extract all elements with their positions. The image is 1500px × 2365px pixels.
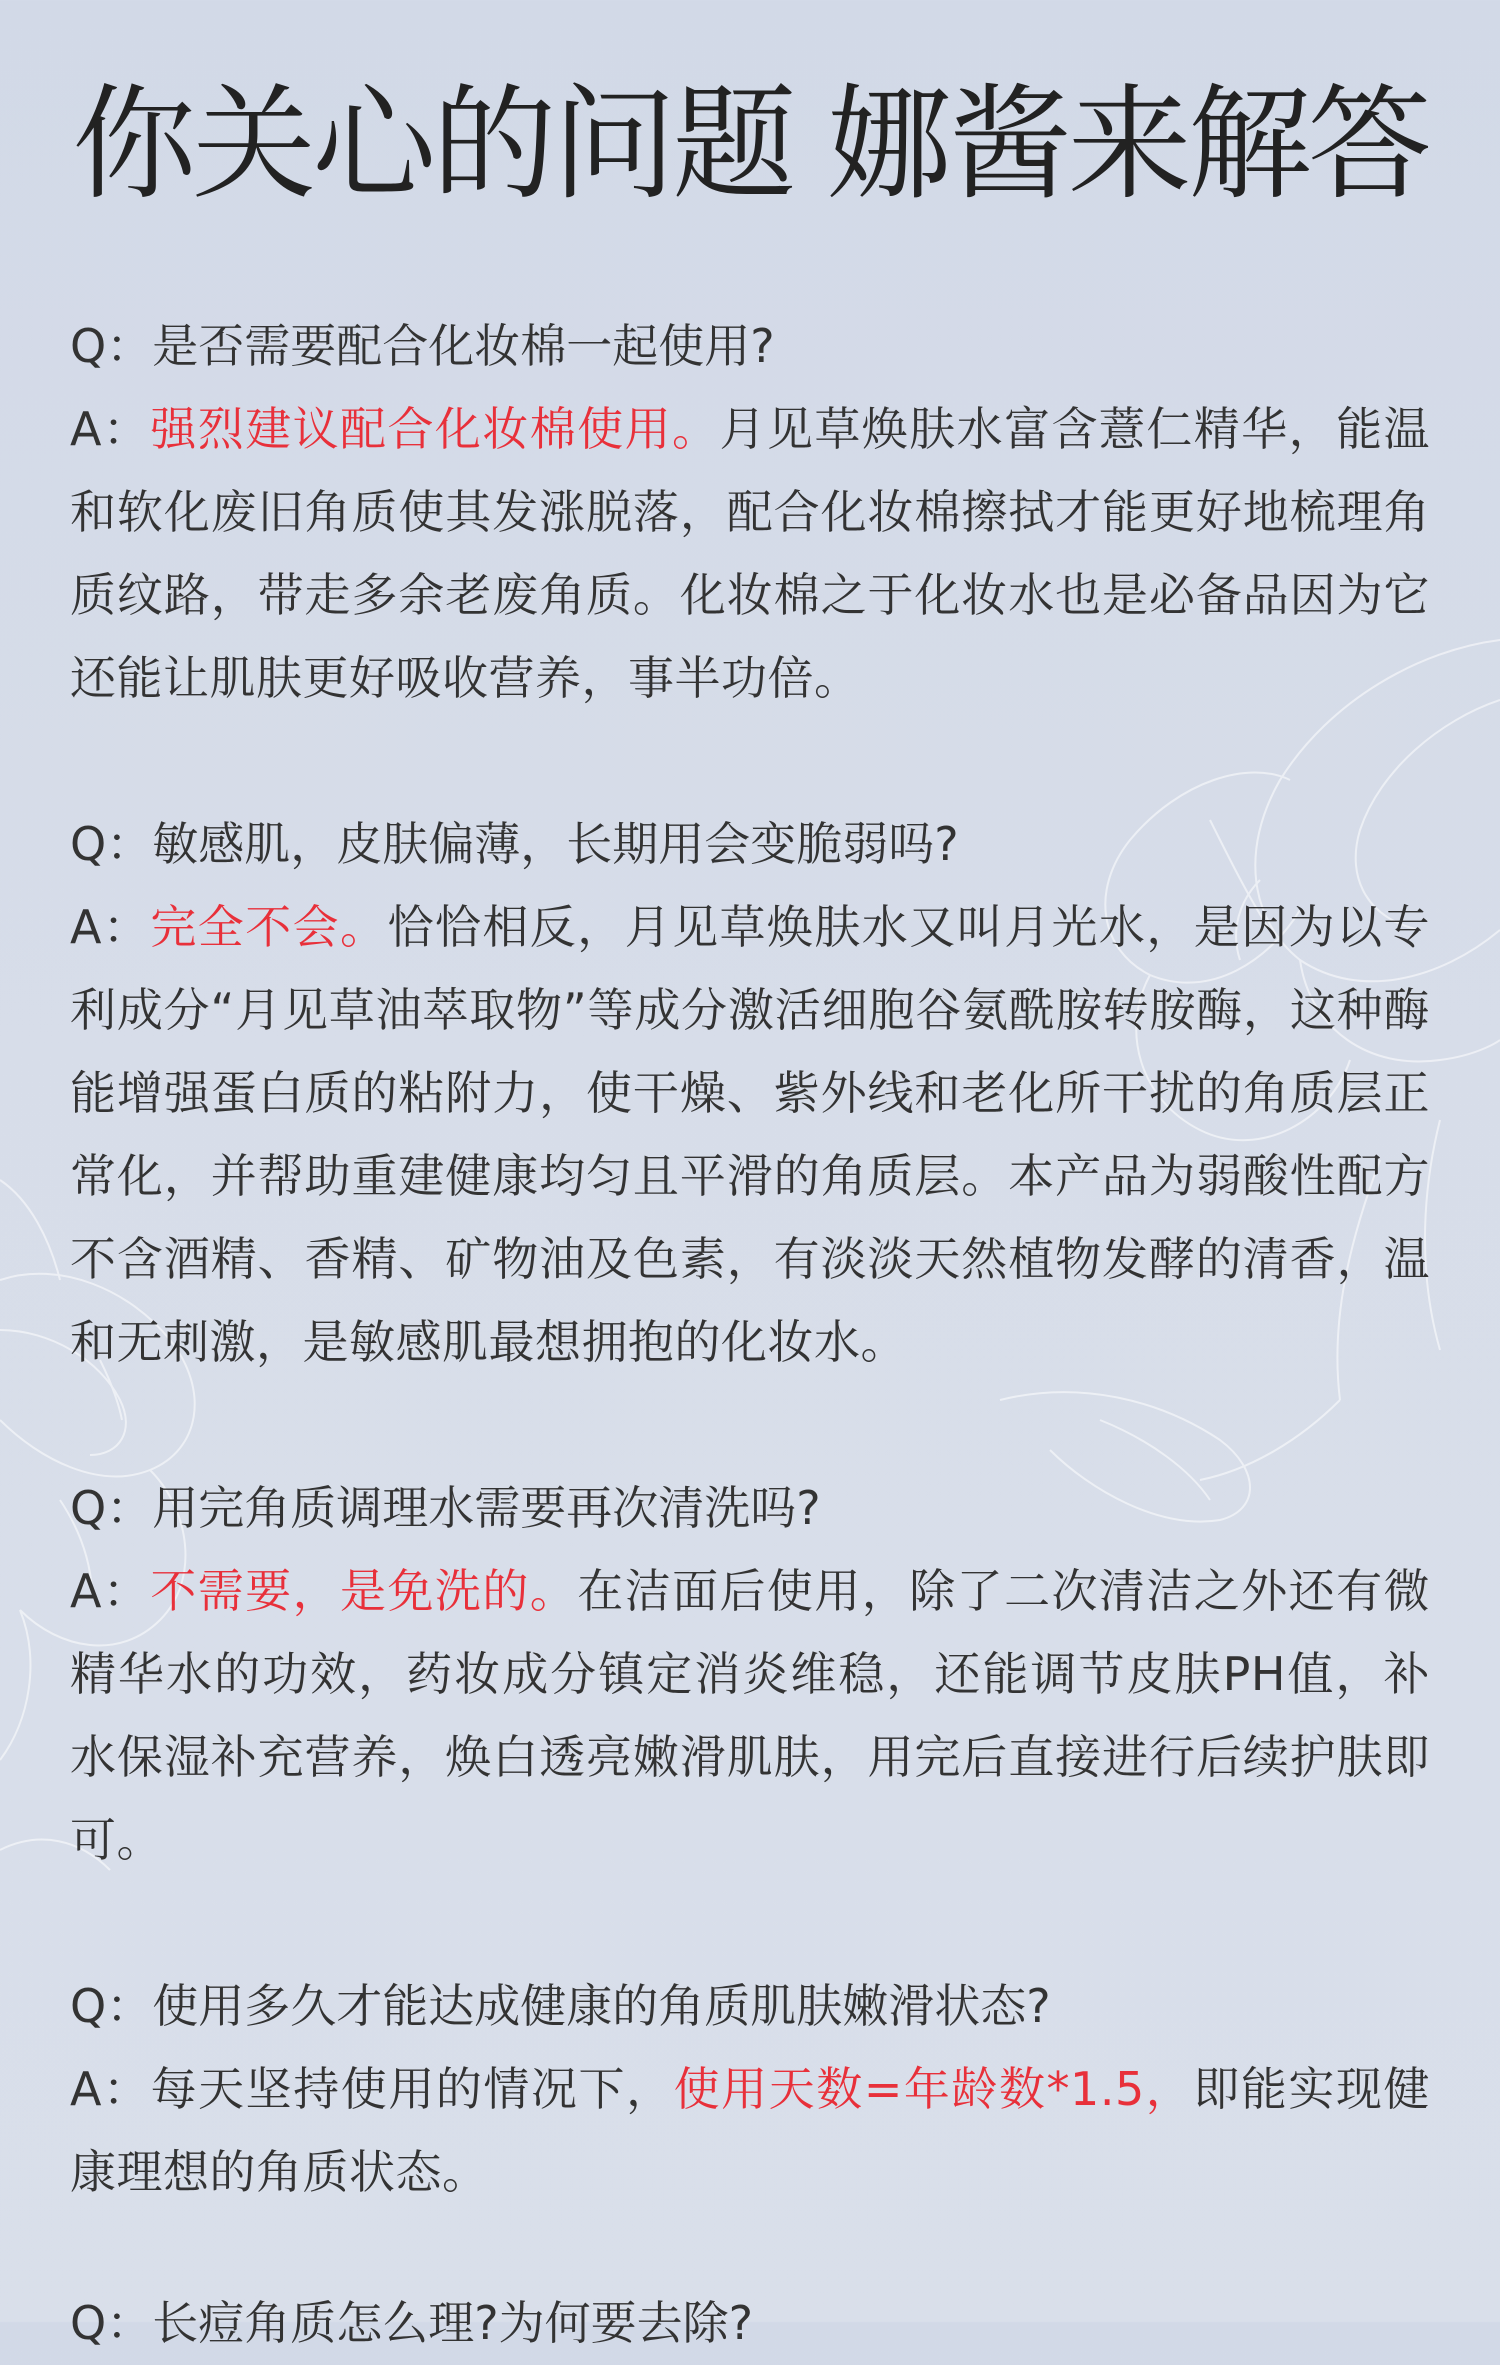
answer-text: 月见草焕肤水富含薏仁精华，能温和软化废旧角质使其发涨脱落，配合化妆棉擦拭才能更好地梳理角质纹路，带走多余老废角质。化妆棉之于化妆水也是必备品因为它还能让肌肤更好吸收营养，事半功倍。 xyxy=(70,402,1430,705)
question-text: 长痘角质怎么理?为何要去除? xyxy=(152,2296,754,2350)
faq-answer xyxy=(70,1550,1430,1882)
faq-item xyxy=(70,305,1430,720)
answer-prefix: A： xyxy=(70,2062,151,2116)
faq-question xyxy=(70,803,1430,886)
faq-answer xyxy=(70,388,1430,720)
faq-answer xyxy=(70,886,1430,1384)
faq-question xyxy=(70,2282,1430,2365)
answer-text: 恰恰相反，月见草焕肤水又叫月光水，是因为以专利成分“月见草油萃取物”等成分激活细胞谷氨酰胺转胺酶，这种酶能增强蛋白质的粘附力，使干燥、紫外线和老化所干扰的角质层正常化，并帮助重建健康均匀且平滑的角质层。本产品为弱酸性配方不含酒精、香精、矿物油及色素，有淡淡天然植物发酵的清香，温和无刺激，是敏感肌最想拥抱的化妆水。 xyxy=(70,900,1431,1369)
question-text: 用完角质调理水需要再次清洗吗? xyxy=(152,1481,821,1535)
answer-lead-text: 每天坚持使用的情况下， xyxy=(150,2062,674,2116)
answer-text: 即能实现健康理想的角质状态。 xyxy=(70,2062,1431,2199)
question-prefix: Q： xyxy=(70,319,153,373)
answer-prefix: A： xyxy=(70,402,151,456)
faq-answer xyxy=(70,2048,1430,2214)
question-text: 使用多久才能达成健康的角质肌肤嫩滑状态? xyxy=(152,1979,1051,2033)
answer-highlight: 强烈建议配合化妆棉使用。 xyxy=(150,402,720,456)
answer-prefix: A： xyxy=(70,900,151,954)
question-prefix: Q： xyxy=(70,1979,153,2033)
question-text: 是否需要配合化妆棉一起使用? xyxy=(152,319,775,373)
answer-highlight: 不需要，是免洗的。 xyxy=(150,1564,578,1618)
answer-text: 在洁面后使用，除了二次清洁之外还有微精华水的功效，药妆成分镇定消炎维稳，还能调节皮肤PH值，补水保湿补充营养，焕白透亮嫩滑肌肤，用完后直接进行后续护肤即可。 xyxy=(70,1564,1431,1867)
faq-question xyxy=(70,305,1430,388)
answer-highlight: 完全不会。 xyxy=(150,900,388,954)
faq-item-partial xyxy=(70,2282,1430,2365)
question-text: 敏感肌，皮肤偏薄，长期用会变脆弱吗? xyxy=(152,817,959,871)
question-prefix: Q： xyxy=(70,1481,153,1535)
faq-item xyxy=(70,1467,1430,1882)
faq-item xyxy=(70,803,1430,1384)
answer-prefix: A： xyxy=(70,1564,151,1618)
faq-question xyxy=(70,1467,1430,1550)
question-prefix: Q： xyxy=(70,2296,153,2350)
page-title: 你关心的问题 娜酱来解答 xyxy=(72,73,1428,217)
answer-highlight: 使用天数=年龄数*1.5， xyxy=(673,2062,1194,2116)
faq-question xyxy=(70,1965,1430,2048)
question-prefix: Q： xyxy=(70,817,153,871)
faq-item xyxy=(70,1965,1430,2214)
